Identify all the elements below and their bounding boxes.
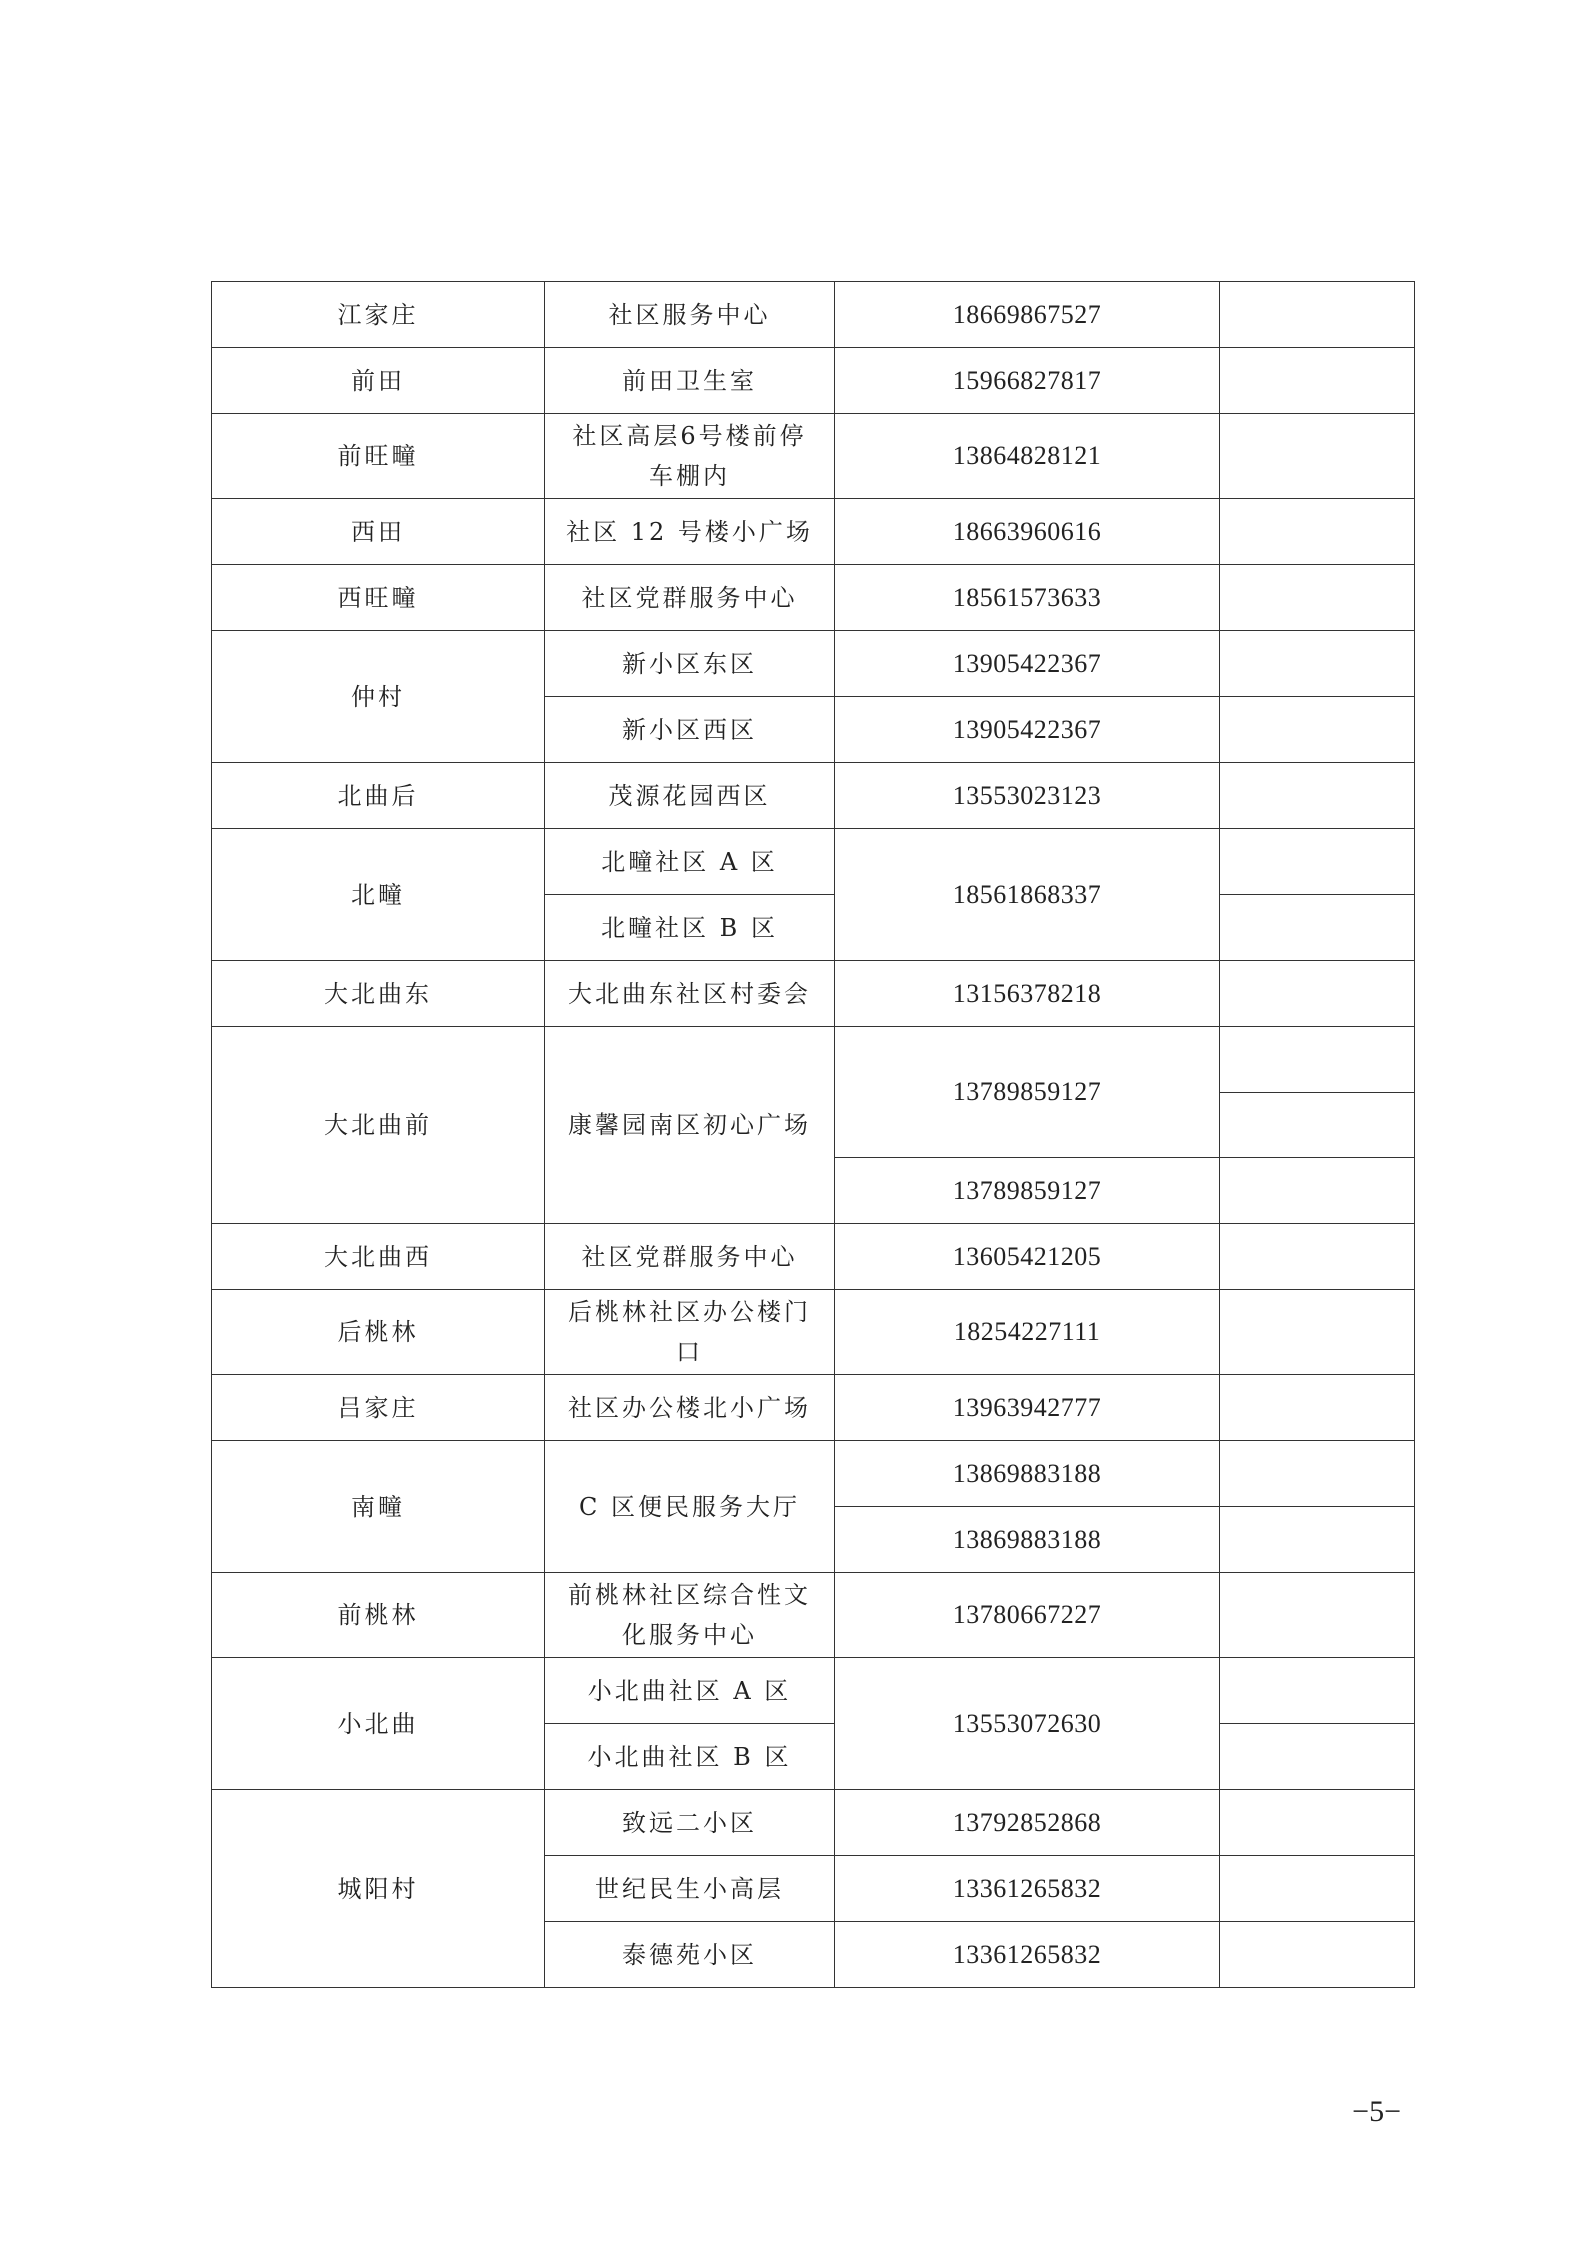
note-cell xyxy=(1220,1922,1415,1988)
location-cell: 致远二小区 xyxy=(545,1790,835,1856)
village-cell: 南疃 xyxy=(212,1441,545,1573)
table-row xyxy=(212,1375,1415,1441)
table-row xyxy=(212,1290,1415,1375)
table-row xyxy=(212,348,1415,414)
location-cell: 北疃社区 A 区 xyxy=(545,829,835,895)
phone-cell: 13361265832 xyxy=(835,1922,1220,1988)
location-cell: 社区高层6号楼前停车棚内 xyxy=(545,414,835,499)
location-cell: 社区 12 号楼小广场 xyxy=(545,499,835,565)
phone-cell: 18663960616 xyxy=(835,499,1220,565)
location-cell: C 区便民服务大厅 xyxy=(545,1441,835,1573)
phone-cell: 13780667227 xyxy=(835,1573,1220,1658)
note-cell xyxy=(1220,895,1415,961)
village-cell: 大北曲西 xyxy=(212,1224,545,1290)
note-cell xyxy=(1220,1027,1415,1158)
phone-cell: 18254227111 xyxy=(835,1290,1220,1375)
table-row xyxy=(212,414,1415,499)
village-cell: 小北曲 xyxy=(212,1658,545,1790)
table-row xyxy=(212,1573,1415,1658)
note-cell xyxy=(1220,763,1415,829)
village-cell: 西田 xyxy=(212,499,545,565)
village-cell: 前旺疃 xyxy=(212,414,545,499)
note-cell xyxy=(1220,414,1415,499)
note-split xyxy=(1220,1092,1414,1093)
note-cell xyxy=(1220,961,1415,1027)
table-row xyxy=(212,1658,1415,1724)
note-cell xyxy=(1220,282,1415,348)
phone-cell: 13361265832 xyxy=(835,1856,1220,1922)
note-cell xyxy=(1220,1375,1415,1441)
table-row xyxy=(212,499,1415,565)
table-row xyxy=(212,829,1415,895)
table-row xyxy=(212,763,1415,829)
note-cell xyxy=(1220,1224,1415,1290)
phone-cell: 13553023123 xyxy=(835,763,1220,829)
phone-cell: 15966827817 xyxy=(835,348,1220,414)
table-row xyxy=(212,631,1415,697)
village-cell: 仲村 xyxy=(212,631,545,763)
village-cell: 城阳村 xyxy=(212,1790,545,1988)
phone-cell: 13869883188 xyxy=(835,1441,1220,1507)
phone-cell: 13905422367 xyxy=(835,697,1220,763)
location-cell: 世纪民生小高层 xyxy=(545,1856,835,1922)
phone-cell: 13553072630 xyxy=(835,1658,1220,1790)
note-cell xyxy=(1220,829,1415,895)
note-cell xyxy=(1220,631,1415,697)
note-cell xyxy=(1220,499,1415,565)
phone-cell: 13605421205 xyxy=(835,1224,1220,1290)
note-cell xyxy=(1220,1790,1415,1856)
location-cell: 小北曲社区 B 区 xyxy=(545,1724,835,1790)
phone-cell: 18561573633 xyxy=(835,565,1220,631)
village-cell: 北曲后 xyxy=(212,763,545,829)
note-cell xyxy=(1220,1573,1415,1658)
note-cell xyxy=(1220,1856,1415,1922)
location-cell: 泰德苑小区 xyxy=(545,1922,835,1988)
location-cell: 社区办公楼北小广场 xyxy=(545,1375,835,1441)
phone-cell: 18561868337 xyxy=(835,829,1220,961)
table-row xyxy=(212,565,1415,631)
location-cell: 北疃社区 B 区 xyxy=(545,895,835,961)
location-cell: 新小区东区 xyxy=(545,631,835,697)
note-cell xyxy=(1220,565,1415,631)
location-cell: 茂源花园西区 xyxy=(545,763,835,829)
location-cell: 新小区西区 xyxy=(545,697,835,763)
table-row xyxy=(212,1790,1415,1856)
location-cell: 社区党群服务中心 xyxy=(545,1224,835,1290)
note-cell xyxy=(1220,1507,1415,1573)
note-cell xyxy=(1220,1158,1415,1224)
location-cell: 社区服务中心 xyxy=(545,282,835,348)
note-cell xyxy=(1220,348,1415,414)
location-cell: 前桃林社区综合性文化服务中心 xyxy=(545,1573,835,1658)
phone-cell: 13792852868 xyxy=(835,1790,1220,1856)
table-row xyxy=(212,1441,1415,1507)
phone-cell: 18669867527 xyxy=(835,282,1220,348)
location-cell: 前田卫生室 xyxy=(545,348,835,414)
table-row xyxy=(212,282,1415,348)
phone-cell: 13963942777 xyxy=(835,1375,1220,1441)
phone-cell: 13869883188 xyxy=(835,1507,1220,1573)
location-cell: 大北曲东社区村委会 xyxy=(545,961,835,1027)
note-cell xyxy=(1220,697,1415,763)
note-cell xyxy=(1220,1441,1415,1507)
table-row xyxy=(212,1027,1415,1158)
phone-cell: 13789859127 xyxy=(835,1027,1220,1158)
page-number: −5− xyxy=(1352,2095,1401,2128)
table-row xyxy=(212,961,1415,1027)
village-cell: 江家庄 xyxy=(212,282,545,348)
note-cell xyxy=(1220,1290,1415,1375)
phone-cell: 13864828121 xyxy=(835,414,1220,499)
note-cell xyxy=(1220,1658,1415,1724)
table-row xyxy=(212,1224,1415,1290)
village-cell: 北疃 xyxy=(212,829,545,961)
phone-cell: 13789859127 xyxy=(835,1158,1220,1224)
village-cell: 大北曲前 xyxy=(212,1027,545,1224)
location-cell: 社区党群服务中心 xyxy=(545,565,835,631)
location-cell: 后桃林社区办公楼门口 xyxy=(545,1290,835,1375)
location-cell: 康馨园南区初心广场 xyxy=(545,1027,835,1224)
village-cell: 大北曲东 xyxy=(212,961,545,1027)
village-cell: 吕家庄 xyxy=(212,1375,545,1441)
note-cell xyxy=(1220,1724,1415,1790)
location-cell: 小北曲社区 A 区 xyxy=(545,1658,835,1724)
phone-cell: 13156378218 xyxy=(835,961,1220,1027)
village-cell: 后桃林 xyxy=(212,1290,545,1375)
testing-site-table xyxy=(211,281,1415,1988)
phone-cell: 13905422367 xyxy=(835,631,1220,697)
village-cell: 前桃林 xyxy=(212,1573,545,1658)
village-cell: 西旺疃 xyxy=(212,565,545,631)
village-cell: 前田 xyxy=(212,348,545,414)
